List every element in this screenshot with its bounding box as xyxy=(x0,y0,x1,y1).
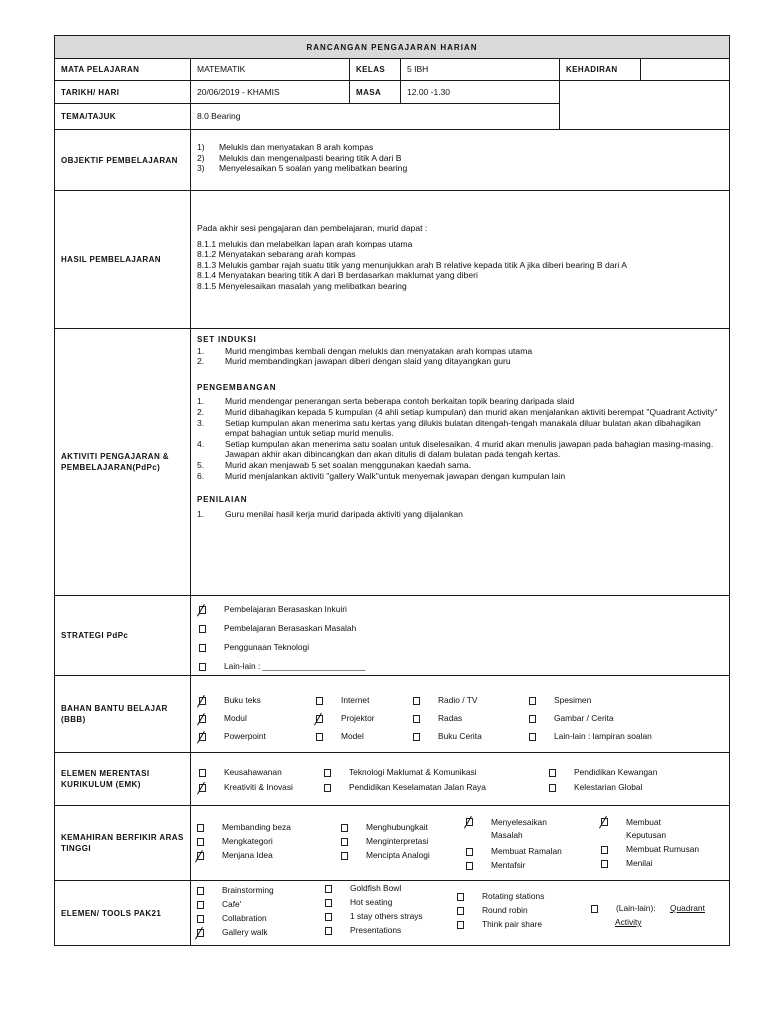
bbb-option[interactable] xyxy=(199,731,266,741)
masa-label: MASA xyxy=(349,80,401,104)
checkbox-icon[interactable] xyxy=(325,913,332,921)
kbat-option-label: Menilai xyxy=(626,858,653,868)
kbat-option[interactable] xyxy=(197,836,273,846)
page-title: RANCANGAN PENGAJARAN HARIAN xyxy=(54,35,730,59)
lesson-plan-sheet xyxy=(54,35,730,946)
checkbox-icon[interactable] xyxy=(341,838,348,846)
kbat-option-label: Menyelesaikan Masalah xyxy=(491,817,547,840)
kbat-option-label: Menginterpretasi xyxy=(366,836,429,846)
set-induksi-item-number: 2. xyxy=(197,356,205,367)
kbat-option[interactable] xyxy=(197,822,291,832)
pak21-option-label: Gallery walk xyxy=(222,927,268,937)
objektif-content xyxy=(190,129,730,191)
pak21-option-label: Brainstorming xyxy=(222,885,274,895)
bbb-option[interactable] xyxy=(316,695,369,705)
bbb-option[interactable] xyxy=(316,731,364,741)
checkbox-icon[interactable] xyxy=(197,901,204,909)
emk-option[interactable] xyxy=(199,782,293,792)
bbb-content xyxy=(190,675,730,753)
pengembangan-item xyxy=(197,418,723,439)
checked-checkbox-icon[interactable] xyxy=(197,852,204,860)
bbb-option-label: Gambar / Cerita xyxy=(554,713,614,723)
pak21-option[interactable] xyxy=(325,925,401,935)
pengembangan-item-text: Murid mendengar penerangan serta beberapa contoh berkaitan topik bearing daripada slaid xyxy=(225,396,575,407)
masa-value: 12.00 -1.30 xyxy=(400,80,560,104)
bbb-option[interactable] xyxy=(529,695,591,705)
pak21-option-label: 1 stay others strays xyxy=(350,911,423,921)
checkbox-icon[interactable] xyxy=(324,769,331,777)
checkbox-icon[interactable] xyxy=(197,915,204,923)
kbat-option-label: Mencipta Analogi xyxy=(366,850,430,860)
kelas-value: 5 IBH xyxy=(400,58,560,81)
checkbox-icon[interactable] xyxy=(199,644,206,652)
checkbox-icon[interactable] xyxy=(413,715,420,723)
strategi-label: STRATEGI PdPc xyxy=(54,595,191,676)
objektif-item-text: Melukis dan mengenalpasti bearing titik A dari B xyxy=(219,152,402,163)
objektif-item-text: Menyelesaikan 5 soalan yang melibatkan bearing xyxy=(219,163,408,174)
bbb-option-label: Projektor xyxy=(341,713,375,723)
set-induksi-item-text: Murid mengimbas kembali dengan melukis dan menyatakan arah kompas utama xyxy=(225,345,533,356)
kbat-option-label: Mentafsir xyxy=(491,860,526,870)
set-induksi-title: SET INDUKSI xyxy=(197,335,257,344)
checkbox-icon[interactable] xyxy=(316,733,323,741)
pak21-option[interactable] xyxy=(325,911,423,921)
strategi-option-label: Pembelajaran Berasaskan Masalah xyxy=(224,623,357,633)
checked-checkbox-icon[interactable] xyxy=(197,929,204,937)
bbb-option-label: Lain-lain : lampiran soalan xyxy=(554,731,652,741)
checkbox-icon[interactable] xyxy=(529,697,536,705)
strategi-option-label: Pembelajaran Berasaskan Inkuiri xyxy=(224,604,347,614)
checked-checkbox-icon[interactable] xyxy=(199,733,206,741)
objektif-list xyxy=(197,142,723,174)
checkbox-icon[interactable] xyxy=(199,625,206,633)
pengembangan-item-number: 1. xyxy=(197,396,205,407)
kbat-option-label: Menghubungkait xyxy=(366,822,428,832)
hasil-item: 8.1.2 Menyatakan sebarang arah kompas xyxy=(197,249,356,260)
pengembangan-item-text: Setiap kumpulan akan menerima satu kertas yang dilukis bulatan ditengah-tengah manakala diluar bulatan akan dibahagikan empat bahagian untuk setiap murid menulis. xyxy=(225,417,701,439)
set-induksi-item-text: Murid membandingkan jawapan diberi dengan slaid yang ditayangkan guru xyxy=(225,356,511,367)
pengembangan-item-text: Murid dibahagikan kepada 5 kumpulan (4 ahli setiap kumpulan) dan murid akan menjalankan aktiviti berempat "Quadrant Activity" xyxy=(225,406,718,417)
kbat-content xyxy=(190,805,730,881)
checkbox-icon[interactable] xyxy=(549,784,556,792)
pak21-option[interactable] xyxy=(197,885,274,895)
bbb-option[interactable] xyxy=(413,695,477,705)
checkbox-icon[interactable] xyxy=(591,905,598,913)
kbat-option-label: Membuat Rumusan xyxy=(626,844,700,854)
objektif-label: OBJEKTIF PEMBELAJARAN xyxy=(54,129,191,191)
pengembangan-item-number: 3. xyxy=(197,417,205,428)
kelas-label: KELAS xyxy=(349,58,401,81)
checkbox-icon[interactable] xyxy=(197,838,204,846)
kbat-label: KEMAHIRAN BERFIKIR ARAS TINGGI xyxy=(54,805,191,881)
aktiviti-content xyxy=(190,328,730,596)
pak21-option-label: Rotating stations xyxy=(482,891,545,901)
hasil-item: 8.1.4 Menyatakan bearing titik A dari B berdasarkan maklumat yang diberi xyxy=(197,270,478,281)
hasil-intro: Pada akhir sesi pengajaran dan pembelajaran, murid dapat : xyxy=(197,223,428,233)
strategi-option[interactable] xyxy=(199,642,309,652)
tarikh-value: 20/06/2019 - KHAMIS xyxy=(190,80,350,104)
checked-checkbox-icon[interactable] xyxy=(466,818,473,826)
checkbox-icon[interactable] xyxy=(325,885,332,893)
checkbox-icon[interactable] xyxy=(457,921,464,929)
hasil-item: 8.1.5 Menyelesaikan masalah yang melibatkan bearing xyxy=(197,280,407,291)
bbb-option-label: Spesimen xyxy=(554,695,592,705)
hasil-label: HASIL PEMBELAJARAN xyxy=(54,190,191,329)
set-induksi-item-number: 1. xyxy=(197,345,205,356)
bbb-option[interactable] xyxy=(316,713,375,723)
bbb-option[interactable] xyxy=(199,695,261,705)
emk-option[interactable] xyxy=(199,767,282,777)
kehadiran-label: KEHADIRAN xyxy=(559,58,641,81)
objektif-item xyxy=(197,142,723,153)
checkbox-icon[interactable] xyxy=(601,846,608,854)
kbat-option[interactable] xyxy=(341,822,428,832)
bbb-option-label: Model xyxy=(341,731,364,741)
mata-pelajaran-label: MATA PELAJARAN xyxy=(54,58,191,81)
kbat-option[interactable] xyxy=(466,816,551,842)
checkbox-icon[interactable] xyxy=(529,715,536,723)
strategi-option[interactable] xyxy=(199,661,365,671)
checkbox-icon[interactable] xyxy=(325,899,332,907)
checkbox-icon[interactable] xyxy=(549,769,556,777)
pak21-option[interactable] xyxy=(197,913,267,923)
kbat-option-label: Membanding beza xyxy=(222,822,291,832)
strategi-option-label: Lain-lain : ______________________ xyxy=(224,661,366,671)
emk-option[interactable] xyxy=(324,767,477,777)
bbb-option[interactable] xyxy=(529,731,652,741)
pengembangan-item-number: 4. xyxy=(197,438,205,449)
pengembangan-item xyxy=(197,460,723,471)
kbat-option[interactable] xyxy=(466,846,562,856)
kbat-option[interactable] xyxy=(341,836,428,846)
hasil-item: 8.1.1 melukis dan melabelkan lapan arah kompas utama xyxy=(197,238,413,249)
hasil-content xyxy=(190,190,730,329)
aktiviti-label: AKTIVITI PENGAJARAN & PEMBELAJARAN(PdPc) xyxy=(54,328,191,596)
checked-checkbox-icon[interactable] xyxy=(316,715,323,723)
pak21-option[interactable] xyxy=(325,883,401,893)
set-induksi-item xyxy=(197,356,723,367)
pak21-lain-lain-value: Quadrant xyxy=(670,903,705,913)
checkbox-icon[interactable] xyxy=(529,733,536,741)
pak21-option-label: Collabration xyxy=(222,913,267,923)
emk-option[interactable] xyxy=(324,782,486,792)
kbat-option[interactable] xyxy=(197,850,273,860)
set-induksi-item xyxy=(197,346,723,357)
kehadiran-value xyxy=(640,58,730,81)
checkbox-icon[interactable] xyxy=(197,887,204,895)
bbb-option-label: Powerpoint xyxy=(224,731,266,741)
pak21-content xyxy=(190,880,730,946)
emk-content xyxy=(190,752,730,806)
objektif-item-number: 2) xyxy=(197,152,205,163)
checked-checkbox-icon[interactable] xyxy=(601,818,608,826)
pak21-lain-lain-value: Activity xyxy=(615,917,642,927)
kbat-option[interactable] xyxy=(341,850,430,860)
pak21-option[interactable] xyxy=(457,919,542,929)
bbb-option-label: Radas xyxy=(438,713,463,723)
bbb-option-label: Modul xyxy=(224,713,247,723)
emk-option[interactable] xyxy=(549,782,642,792)
bbb-option-label: Buku Cerita xyxy=(438,731,482,741)
pak21-option[interactable] xyxy=(457,905,528,915)
pengembangan-item-number: 2. xyxy=(197,406,205,417)
objektif-item xyxy=(197,153,723,164)
checkbox-icon[interactable] xyxy=(466,848,473,856)
checkbox-icon[interactable] xyxy=(341,852,348,860)
objektif-item-number: 3) xyxy=(197,163,205,174)
bbb-option-label: Internet xyxy=(341,695,370,705)
checkbox-icon[interactable] xyxy=(197,824,204,832)
pak21-option-label: Round robin xyxy=(482,905,528,915)
penilaian-item-number: 1. xyxy=(197,508,205,519)
pengembangan-item xyxy=(197,471,723,482)
penilaian-title: PENILAIAN xyxy=(197,495,248,505)
penilaian-item xyxy=(197,509,723,520)
hasil-list xyxy=(197,239,723,292)
kbat-option-label: Mengkategori xyxy=(222,836,273,846)
objektif-item xyxy=(197,163,723,174)
checkbox-icon[interactable] xyxy=(457,893,464,901)
objektif-item-text: Melukis dan menyatakan 8 arah kompas xyxy=(219,142,374,152)
emk-label: ELEMEN MERENTASI KURIKULUM (EMK) xyxy=(54,752,191,806)
bbb-option-label: Radio / TV xyxy=(438,695,478,705)
pak21-option[interactable] xyxy=(591,903,656,913)
pengembangan-item xyxy=(197,439,723,460)
bbb-option[interactable] xyxy=(413,731,482,741)
penilaian-list xyxy=(197,509,723,520)
checkbox-icon[interactable] xyxy=(413,733,420,741)
emk-option-label: Kreativiti & Inovasi xyxy=(224,782,293,792)
pak21-option-label: Think pair share xyxy=(482,919,543,929)
set-induksi-list xyxy=(197,346,723,367)
pak21-option[interactable] xyxy=(197,927,268,937)
objektif-item-number: 1) xyxy=(197,142,205,152)
kehadiran-blank-cell xyxy=(559,80,730,130)
pak21-option[interactable] xyxy=(197,899,241,909)
bbb-option[interactable] xyxy=(413,713,462,723)
checkbox-icon[interactable] xyxy=(457,907,464,915)
tema-label: TEMA/TAJUK xyxy=(54,103,191,130)
pak21-option-label: Cafe' xyxy=(222,899,242,909)
pengembangan-item-text: Murid akan menjawab 5 set soalan menggunakan kaedah sama. xyxy=(225,459,472,470)
kbat-option[interactable] xyxy=(466,860,525,870)
pengembangan-item-number: 6. xyxy=(197,470,205,481)
checkbox-icon[interactable] xyxy=(325,927,332,935)
emk-option[interactable] xyxy=(549,767,657,777)
checkbox-icon[interactable] xyxy=(466,862,473,870)
emk-option-label: Pendidikan Keselamatan Jalan Raya xyxy=(349,782,486,792)
penilaian-item-text: Guru menilai hasil kerja murid daripada aktiviti yang dijalankan xyxy=(225,508,463,519)
checked-checkbox-icon[interactable] xyxy=(199,697,206,705)
checked-checkbox-icon[interactable] xyxy=(199,784,206,792)
strategi-option-label: Penggunaan Teknologi xyxy=(224,642,310,652)
checkbox-icon[interactable] xyxy=(341,824,348,832)
pak21-option-label: Presentations xyxy=(350,925,402,935)
emk-option-label: Keusahawanan xyxy=(224,767,282,777)
checkbox-icon[interactable] xyxy=(601,860,608,868)
pak21-label: ELEMEN/ TOOLS PAK21 xyxy=(54,880,191,946)
pengembangan-item xyxy=(197,396,723,407)
pak21-option[interactable] xyxy=(325,897,392,907)
tema-value: 8.0 Bearing xyxy=(190,103,560,130)
checkbox-icon[interactable] xyxy=(199,769,206,777)
checkbox-icon[interactable] xyxy=(413,697,420,705)
strategi-option[interactable] xyxy=(199,604,347,614)
emk-option-label: Pendidikan Kewangan xyxy=(574,767,658,777)
pengembangan-item-text: Murid menjalankan aktiviti "gallery Walk"untuk menyemak jawapan dengan kumpulan lain xyxy=(225,470,566,481)
strategi-content xyxy=(190,595,730,676)
checked-checkbox-icon[interactable] xyxy=(199,715,206,723)
checkbox-icon[interactable] xyxy=(199,663,206,671)
bbb-option[interactable] xyxy=(199,713,247,723)
kbat-option[interactable] xyxy=(601,858,653,868)
strategi-option[interactable] xyxy=(199,623,356,633)
kbat-option-label: Membuat Keputusan xyxy=(626,817,667,840)
pak21-option[interactable] xyxy=(457,891,544,901)
kbat-option-label: Membuat Ramalan xyxy=(491,846,562,856)
kbat-option[interactable] xyxy=(601,816,696,842)
pak21-option-label: (Lain-lain): xyxy=(616,903,656,913)
mata-pelajaran-value: MATEMATIK xyxy=(190,58,350,81)
hasil-item: 8.1.3 Melukis gambar rajah suatu titik yang menunjukkan arah B relative kepada titik A jika diberi bearing B dari A xyxy=(197,259,627,270)
emk-option-label: Teknologi Maklumat & Komunikasi xyxy=(349,767,477,777)
pak21-option-label: Goldfish Bowl xyxy=(350,883,402,893)
pengembangan-list xyxy=(197,396,723,481)
pengembangan-item-number: 5. xyxy=(197,459,205,470)
emk-option-label: Kelestarian Global xyxy=(574,782,643,792)
pengembangan-item-text: Setiap kumpulan akan menerima satu soalan untuk diselesaikan. 4 murid akan menulis jawapan pada bahagian masing-masing. Jawapan akhir akan dibincangkan dan akan ditulis di dalam bulatan pada tengah kertas. xyxy=(225,438,714,460)
bbb-label: BAHAN BANTU BELAJAR (BBB) xyxy=(54,675,191,753)
kbat-option-label: Menjana Idea xyxy=(222,850,273,860)
pengembangan-title: PENGEMBANGAN xyxy=(197,382,277,392)
checkbox-icon[interactable] xyxy=(324,784,331,792)
pengembangan-item xyxy=(197,407,723,418)
bbb-option[interactable] xyxy=(529,713,614,723)
kbat-option[interactable] xyxy=(601,844,699,854)
checkbox-icon[interactable] xyxy=(316,697,323,705)
pak21-option-label: Hot seating xyxy=(350,897,393,907)
bbb-option-label: Buku teks xyxy=(224,695,261,705)
checked-checkbox-icon[interactable] xyxy=(199,606,206,614)
tarikh-label: TARIKH/ HARI xyxy=(54,80,191,104)
